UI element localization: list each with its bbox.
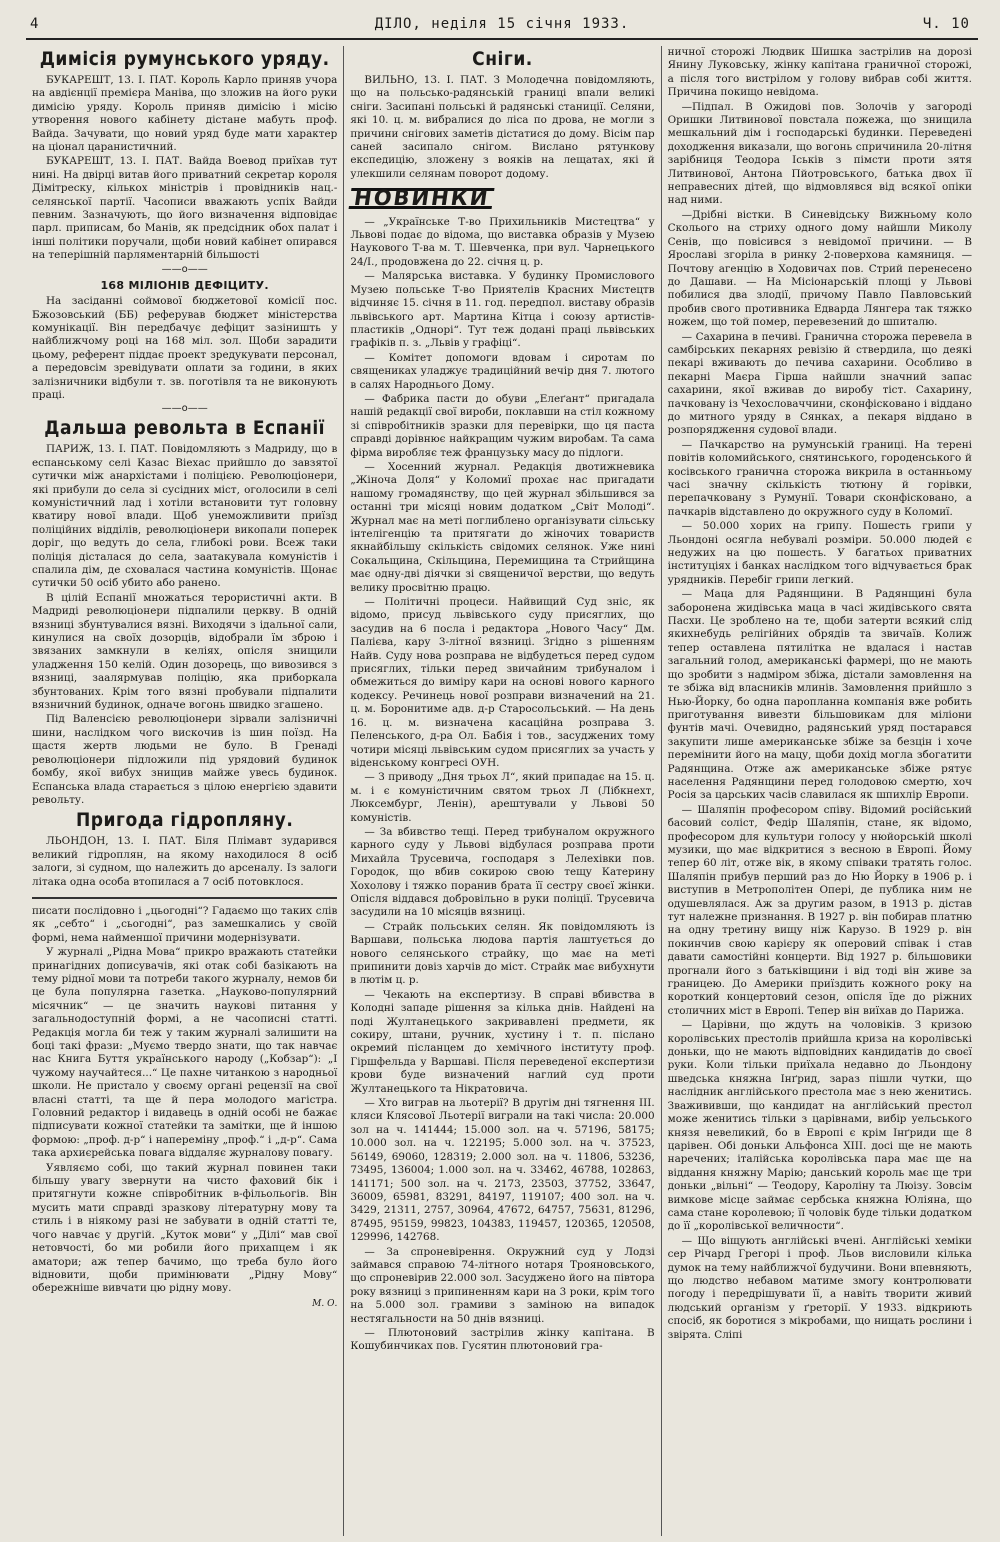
article-romania-p2: БУКАРЕШТ, 13. І. ПАТ. Вайда Воевод приїхав тут нині. На двірці витав його приватний секретар короля Дімітреску, кількох міністрів і провідників нац.-селянської партії. Часописи вважають успіх Вайди певним. Зазначують, що його визначення відповідає парл. приписам, бо Манів, як предсідник обох палат і інші політики поручали, щоби новий кабінет опирався на теперішній парляментарній більшості bbox=[32, 155, 338, 262]
article-romania-p1: БУКАРЕШТ, 13. І. ПАТ. Король Карло приняв учора на авдієнції премієра Маніва, що зложив на його руки димісію уряду. Король приняв димісію і місію утворення нового кабінету дістане мабуть проф. Вайда. Зачувати, що новий уряд буде мати характер на ціонал царанистичний. bbox=[32, 74, 338, 154]
article-language-p3: Уявляємо собі, що такий журнал повинен таки більшу увагу звернути на чисто фаховий бік і притягнути кожне співробітник в-фільольогів. Він мусить мати справді зразкову літературну мову та стиль і в ніякому разі не забувати в одній статті те, чого навчає у другій. „Куток мови“ у „Ділі“ мав свої нетовчості, бо ми робили його прихапцем і як аматори; аж тепер бачимо, що треба було його відновити, щоби примінювати „Рідну Мову“ обережніше вивчати цю рідну мову. bbox=[32, 1161, 338, 1295]
news-item: — Страйк польських селян. Як повідомляють із Варшави, польська людова партія лаштується до нового селянського страйку, що має на меті припинити довіз харчів до міст. Страйк має вибухнути в лютім ц. р. bbox=[350, 920, 655, 987]
section-banner-news: НОВИНКИ bbox=[349, 188, 495, 209]
article-spain-p3: Під Валенсією революціонери зірвали залізничні шини, наслідком чого вискочив із шин поїзд. На щастя жертв людьми не було. В Гренаді революціонери підложили під урядовий будинок бомбу, якої вибух знищив майже увесь будинок. Еспанська влада старається з цілою енергією здавити револьту. bbox=[32, 713, 338, 806]
article-language-p2: У журналі „Рідна Мова“ прикро вражають статейки принагідних дописувачів, які отак собі базікають на тему рідної мови та потреби такого журналу, немов би це була популярна газетка. „Науково-популярний місячник“ — це значить наукові питання у загальнодоступній формі, а не часописні статті. Редакція могла би теж у таким журналі залишити на боці такі фрази: „Муємо твердо знати, що так навчає нас Книга Буття українського народу („Кобзар“): „І чужому научайтеся...“ Це пахне читанкою з народньої школи. Не пристало у своєму органі рецензії на свої власні статті, та ще й пера молодого магістра. Головний редактор і видавець в одній особі не бажає підписувати кожної статейки та замітки, ще й іншою формою: „проф. д-р“ і напереміну „проф.“ і „д-р“. Сама така архиєрейська повага віддаляє журналову повагу. bbox=[32, 946, 338, 1160]
news-item: — Маца для Радянщини. В Радянщині була заборонена жидівська маца в часі жидівського свята Пасхи. Це зроблено на те, щоби затерти всякий слід якихнебудь релігійних обрядів та звичаїв. Колиж тепер оставлена пятилітка не вдалася і настав загальний голод, американські фармері, що не мають що зробити з надміром збіжа, дістали замовлення на те збіжа від власників млинів. Замовлення прийшло з Нью-Йорку, бо одна паропланна компанія вже робить приготування вивезти більшовикам для міліони фунтів мачі. Очевидно, радянський уряд постарався закупити лише американське збіже за безцін і хоче перемінити його на мацу, щоби дохід могла збогатити Радянщина. Отже аж американське збіже рятує населення Радянщини перед голодовою смертю, хоч Росія за царських часів славилася як шпихлір Европи. bbox=[667, 588, 972, 802]
news-item: — 50.000 хорих на грипу. Пошесть грипи у Льондоні осягла небувалі розміри. 50.000 людей є недужих на цю пошесть. У багатьох приватних інституціях і банках наслідком того відчувається брак урядників. Перебіг грипи легкий. bbox=[667, 520, 972, 586]
column-3 bbox=[661, 46, 978, 1536]
news-item: — Шаляпін професором співу. Відомий російський басовий соліст, Федір Шаляпін, стане, як відомо, професором для культури голосу у нюйорській школі музики, що має відкритися з весною в Европі. Йому тепер 60 літ, отже вік, в якому співаки тратять голос. Шаляпін прибув перший раз до Ню Йорку в 1906 р. і виступив в Метрополітен Опері, де публика ним не одушевлялася. Аж за другим разом, в 1913 р. дістав тут належне признання. В 1927 р. він побирав платню на одну третину вищу ніж Карузо. В 1929 р. він покинчив свою карієру як оперовий співак і став давати самостійні концерти. Від 1927 р. більшовики прогнали його з батьківщини і від тоді він живе за границею. До Америки приїздить кожного року на короткий концертовий сезон, опісля їде до ріжних столичних міст в Европі. Тепер він виїхав до Парижа. bbox=[667, 803, 972, 1017]
article-spain-p2: В цілій Еспанії множаться терористичні акти. В Мадриді революціонери підпалили церкву. В одній вязниці збунтувалися вязні. Виходячи з ідальної сали, кинулися на своїх дозорців, відобрали їм зброю і звязаних замкнули в келіях, опісля знищили уладження 150 келій. Один дозорець, що вивозився з вязниці, заалярмував поліцію, яка приборкала збунтованих. Крім того вязні пробували підпалити вязничний будинок, одначе вогонь швидко згашено. bbox=[32, 591, 338, 712]
headline-hydroplane: Пригода гідропляну. bbox=[76, 809, 294, 832]
news-item-continued: ничної сторожі Людвик Шишка застрілив на дорозі Янину Луковську, жінку капітана граничної сторожі, а після того вистрілом у голову вибрав собі життя. Причина покищо невідома. bbox=[667, 46, 972, 99]
news-item: — Комітет допомоги вдовам і сиротам по священиках уладжує традиційний вечір дня 7. лютого в салях Народнього Дому. bbox=[350, 351, 655, 391]
article-hydroplane: ЛЬОНДОН, 13. І. ПАТ. Біля Плімавт зударився великий гідроплян, на якому находилося 8 осіб залоги, зі судном, що належить до арсеналу. Із залоги літака одна особа втопилася а 7 осіб потовклося. bbox=[32, 835, 338, 888]
headline-snow: Сніги. bbox=[472, 48, 533, 70]
issue-number: Ч. 10 bbox=[922, 16, 970, 32]
subhead-deficit: 168 МІЛІОНІВ ДЕФІЦИТУ. bbox=[100, 278, 269, 292]
headline-romania: Димісія румунського уряду. bbox=[39, 48, 330, 70]
news-item: — Царівни, що ждуть на чоловіків. З кризою королівських престолів прийшла криза на королівські доньки, що не мають відповідних кандидатів до своєї руки. Коли тільки приїхала недавно до Льондону шведська княжна Інґрид, зараз пішли чутки, що наслідник англійського престола має з нею женитись. Зважививши, що кандидат на англійський престол може женитись тільки з царівнами, вибір уельського князя невеликий, бо в Европі є крім Інґриди ще 8 царівен. Обі доньки Альфонса XIII. досі ще не мають наречених; італійська королівська пара має ще на віддання княжну Марію; данський король має ще три доньки „вільні“ — Теодору, Кароліну та Люізу. Зовсім вимкове місце займає сербська княжна Юліяна, що сама стане королевою; її чоловік буде тільки додатком до її „королівської величности“. bbox=[667, 1019, 972, 1233]
masthead bbox=[26, 14, 978, 40]
news-item: — Політичні процеси. Найвищий Суд зніс, як відомо, присуд львівського суду присяглих, що засудив на 6 посла і редактора „Нового Часу“ Дм. Палієва, кару 3-літної вязниці. Згідно з рішенням Найв. Суду нова розправа не відбудеться перед судом присяглих, тільки перед звичайним трибуналом і обмежиться до виміру кари на основі нового карного кодексу. Речинець нової розправи визначений на 21. ц. м. Боронитиме адв. д-р Старосольський. — На день 16. ц. м. визначена касаційна розправа З. Пеленського, д-ра Ол. Бабія і тов., засуджених тому чотири місяці львівським судом присяглих за участь у віденському конгресі ОУН. bbox=[350, 596, 655, 769]
page-number: 4 bbox=[30, 16, 40, 32]
news-item: — Хто виграв на льотерії? В другім дні тягнення ІІІ. кляси Клясової Льотерії виграли на такі числа: 20.000 зол на ч. 141444; 15.000 зол. на ч. 57196, 58175; 10.000 зол. на ч. 122195; 5.000 зол. на ч. 37523, 56149, 69060, 128319; 2.000 зол. на ч. 11806, 53236, 73495, 136004; 1.000 зол. на ч. 33462, 46788, 102863, 141171; 500 зол. на ч. 2173, 23503, 37752, 33647, 36009, 65981, 83291, 84197, 119107; 400 зол. на ч. 3429, 21311, 2757, 30964, 47672, 64757, 75631, 81296, 87495, 95159, 99823, 104383, 119457, 120365, 120508, 129996, 142768. bbox=[350, 1097, 655, 1244]
article-language-p1: писати послідовно і „цьогодні“? Гадаємо що таких слів як „себто“ і „сьогодні“, раз замешкались у своїй формі, нема найменшої причини модернізувати. bbox=[32, 904, 338, 944]
column-2 bbox=[343, 46, 660, 1536]
news-item: — З приводу „Дня трьох Л“, який припадає на 15. ц. м. і є комуністичним святом трьох Л (Лібкнехт, Люксембург, Ленін), арештували у Львові 50 комуністів. bbox=[350, 771, 655, 824]
news-item: — Плютоновий застрілив жінку капітана. В Кошубинчиках пов. Гусятин плютоновий гра- bbox=[350, 1326, 655, 1353]
news-item: —Дрібні вістки. В Синевідську Вижньому коло Сколього на стриху одного дому найшли Миколу Сенів, що повісився з невідомої причини. — В Ярославі згоріла в ринку 2-поверхова камяниця. — Почтову агенцію в Ходовичах пов. Стрий перенесено до Дашави. — На Місіонарській площі у Львові побилися два злодії, причому Павло Павловський пробив свого противника Едварда Лянгера так тяжко ножем, що той помер, перевезений до шпиталю. bbox=[667, 208, 972, 329]
news-item: — За спроневірення. Окружний суд у Лодзі займався справою 74-літного нотаря Трояновського, що спроневірив 22.000 зол. Засуджено його на півтора року вязниці з припиненням кари на 3 роки, крім того на 5.000 зол. грамиви з заміною на випадок нестягальности на 50 днів вязниці. bbox=[350, 1245, 655, 1325]
article-spain-p1: ПАРИЖ, 13. І. ПАТ. Повідомляють з Мадриду, що в еспанському селі Казас Віехас прийшло до завзятої сутички між анархістами і поліцією. Революціонери, які прибули до села зі сусідних міст, оголосили в селі комуністичний лад і хотіли встановити тут головну кватиру нової влади. Щоб унеможливити приїзд поліційних відділів, революціонери викопали поперек доріг, що ведуть до села, глибокі рови. Всеж таки поліція дісталася до села, заатакувала комуністів і спалила дім, де сховалася частина комуністів. Щонає сутички 50 осіб убито або ранено. bbox=[32, 443, 338, 590]
section-banner-wrap bbox=[350, 182, 654, 215]
news-item: — Чекають на експертизу. В справі вбивства в Колодні западе рішення за кілька днів. Найдені на поді Жултанецького закривавлені предмети, як сокиру, штани, ручник, хустину і т. п. післано окремий післанцем до хемічного інституту проф. Гіршфельда у Варшаві. Після переведеної експертизи крови буде визначений наглий суд проти Жултанецького та Нікратовича. bbox=[350, 988, 655, 1095]
news-item: — Пачкарство на румунській границі. На терені повітів коломийського, снятинського, городенського й косівського гранична сторожа викрила в останньому часі значну скількість тютюну й горівки, перепачковану з Румунії. Товари сконфісковано, а пачкарів відставлено до окружного суду в Коломиї. bbox=[667, 438, 972, 518]
separator: ——o—— bbox=[161, 263, 208, 275]
article-deficit: На засіданні соймової бюджетової комісії пос. Бжозовський (ББ) реферував бюджет міністерства комунікації. Він передбачує дефіцит зазіништь у найближчому році на 168 міл. зол. Щоби зарадити цьому, референт піддає проект зредукувати персонал, а передовсім зревідувати оплати за години, в яких залізничники відбули т. зв. поготівля та не виконують праці. bbox=[32, 295, 338, 401]
news-item: — Малярська виставка. У будинку Промислового Музею польське Т-во Приятелів Красних Мистецтв відчиняє 15. січня в 11. год. передпол. виставу образів львівського арт. Мартина Кітца і союзу артистів-пластиків „Однорі“. Тут теж додані праці львівських графіків п. з. „Львів у графіці“. bbox=[350, 270, 655, 350]
signature: М. О. bbox=[312, 1298, 338, 1309]
news-item: — Сахарина в печиві. Гранична сторожа перевела в самбірських пекарнях ревізію й ствердила, що деякі пекарі вживають до печива сахарини. Особливо в пекарні Маєра Гірша найшли значний запас сахарини, якої вживав до виробу тіст. Сахарину, пачковану із Чехословаччини, сконфісковано і віддано до митного уряду в Сянках, а пекаря віддано в розпорядження судової влади. bbox=[667, 330, 972, 437]
news-item: — Фабрика пасти до обуви „Елеґант“ пригадала нашій редакції свої вироби, поклавши на стіл кожному зі співробітників зразки для перевірки, що ця паста справді дорівнює найкращим чужим виробам. Та сама фірма виробляє теж французьку масу до підлоги. bbox=[350, 392, 655, 459]
news-item: — За вбивство тещі. Перед трибуналом окружного карного суду у Львові відбулася розправа проти Михайла Трусевича, господаря з Лелехівки пов. Городок, що вбив сокирою свою тещу Катерину Хохолову і тяжко поранив брата її сестру своєї жінки. Опісля віддався добровільно в руки поліції. Трусевича засудили на 10 місяців вязниці. bbox=[350, 825, 655, 919]
masthead-title: ДІЛО, неділя 15 січня 1933. bbox=[374, 16, 630, 32]
news-item: — Що віщують англійські вчені. Англійські хеміки сер Річард Грегорі і проф. Льов висловили кілька думок на тему найближчої будучини. Вони впевняють, що людство небавом матиме змогу контролювати погоду і передрішувати її, а навіть творити живий людський організм у ґреторії. У 1933. відкриють спосіб, як боротися з мікробами, що нищать рослини і звірята. Сліпі bbox=[667, 1234, 972, 1341]
columns bbox=[26, 46, 978, 1536]
article-snow: ВИЛЬНО, 13. І. ПАТ. З Молодечна повідомляють, що на польсько-радянській границі впали великі сніги. Засипані польські й радянські станиції. Селяни, які 10. ц. м. вибралися до ліса по дрова, не могли з причини снігових заметів дістатися до дому. Вісім пар саней засипало снігом. Вислано рятункову експедицію, зложену з вояків на лещатах, які й улекшили селянам поворот додому. bbox=[350, 74, 655, 180]
news-item: — Хосенний журнал. Редакція двотижневика „Жіноча Доля“ у Коломиї прохає нас пригадати нашому громадянству, що цей журнал збільшився за останні три місяці новим додатком „Світ Молоді“. Журнал має на меті поглиблено організувати сільську інтелігенцію та притягати до жіночих товариств якнайбільшу скількість свідомих селянок. Уже нині Сокальщина, Скільщина, Перемищина та Стрийщина має одну-дві діячки зі священичої верстви, що ведуть велику просвітню працю. bbox=[350, 460, 655, 594]
news-item: —Підпал. В Ожидові пов. Золочів у загороді Оришки Литвинової повстала пожежа, що знищила мешкальний дім і господарські будинки. Переведені доходження виказали, що вогонь спричинила 20-літня зарібниця Теодора Іськів з пімсти проти зятя Литвинової, Антона Пйотровського, батька двох її неправесних дітей, що відмовлявся від всякої опіки над ними. bbox=[667, 100, 972, 207]
news-item: — „Українське Т-во Прихильників Мистецтва“ у Львові подає до відома, що виставка образів у Музею Наукового Т-ва м. Т. Шевченка, при вул. Чарнецького 24/І., продовжена до 22. січня ц. р. bbox=[350, 215, 655, 268]
separator: ——o—— bbox=[161, 403, 208, 415]
column-1 bbox=[26, 46, 343, 1536]
headline-spain: Дальша револьта в Еспанії bbox=[44, 417, 326, 440]
divider bbox=[32, 897, 337, 899]
